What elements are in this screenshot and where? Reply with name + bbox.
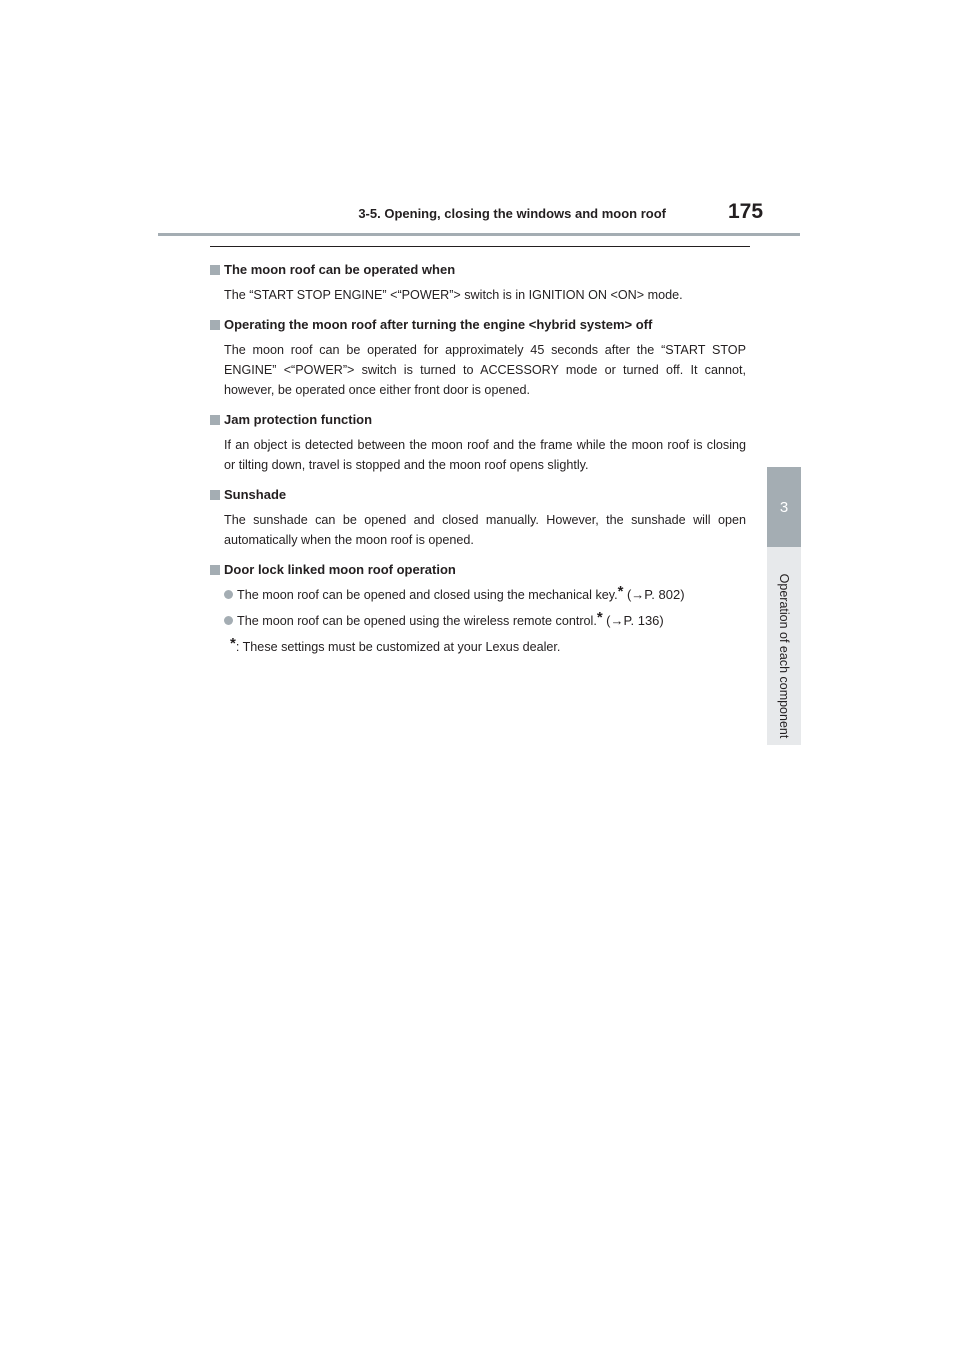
list-item: The moon roof can be opened and closed using the mechanical key.* (→P. 802) [210, 585, 746, 605]
page-reference: (→P. 802) [626, 587, 685, 602]
section-heading: Jam protection function [210, 410, 746, 430]
section-door-lock-linked [210, 560, 746, 657]
square-bullet-icon [210, 565, 220, 575]
section-operating-conditions [210, 260, 746, 305]
page-content [210, 260, 746, 667]
square-bullet-icon [210, 490, 220, 500]
footnote-mark: * [596, 608, 603, 626]
section-heading: Sunshade [210, 485, 746, 505]
section-after-engine-off [210, 315, 746, 400]
list-item: The moon roof can be opened using the wireless remote control.* (→P. 136) [210, 611, 746, 631]
section-body: The “START STOP ENGINE” <“POWER”> switch is in IGNITION ON <ON> mode. [224, 288, 683, 302]
section-sunshade [210, 485, 746, 550]
round-bullet-icon [224, 590, 233, 599]
page-reference: (→P. 136) [606, 613, 664, 628]
section-heading: The moon roof can be operated when [210, 260, 746, 280]
section-body: If an object is detected between the moon roof and the frame while the moon roof is closing or tilting down, travel is stopped and the moon roof opens slightly. [224, 438, 746, 472]
square-bullet-icon [210, 320, 220, 330]
section-body: The moon roof can be operated for approximately 45 seconds after the “START STOP ENGINE” <“POWER”> switch is turned to ACCESSORY mode or turned off. It cannot, however, be operated once either front door is opened. [224, 343, 746, 397]
header-rule [158, 233, 800, 236]
chapter-tab-label: Operation of each component [777, 573, 791, 739]
square-bullet-icon [210, 265, 220, 275]
footnote-mark: * [617, 582, 624, 600]
section-jam-protection [210, 410, 746, 475]
round-bullet-icon [224, 616, 233, 625]
square-bullet-icon [210, 415, 220, 425]
chapter-tab-number: 3 [767, 467, 801, 547]
content-rule [210, 246, 750, 247]
section-heading: Operating the moon roof after turning the engine <hybrid system> off [210, 315, 746, 335]
footnote: *: These settings must be customized at your Lexus dealer. [230, 634, 561, 654]
page-number: 175 [728, 200, 764, 223]
header-title: 3-5. Opening, closing the windows and moon roof [358, 206, 666, 221]
section-body: The sunshade can be opened and closed manually. However, the sunshade will open automatically when the moon roof is opened. [224, 513, 746, 547]
footnote-mark: * [230, 634, 236, 652]
section-heading: Door lock linked moon roof operation [210, 560, 746, 580]
